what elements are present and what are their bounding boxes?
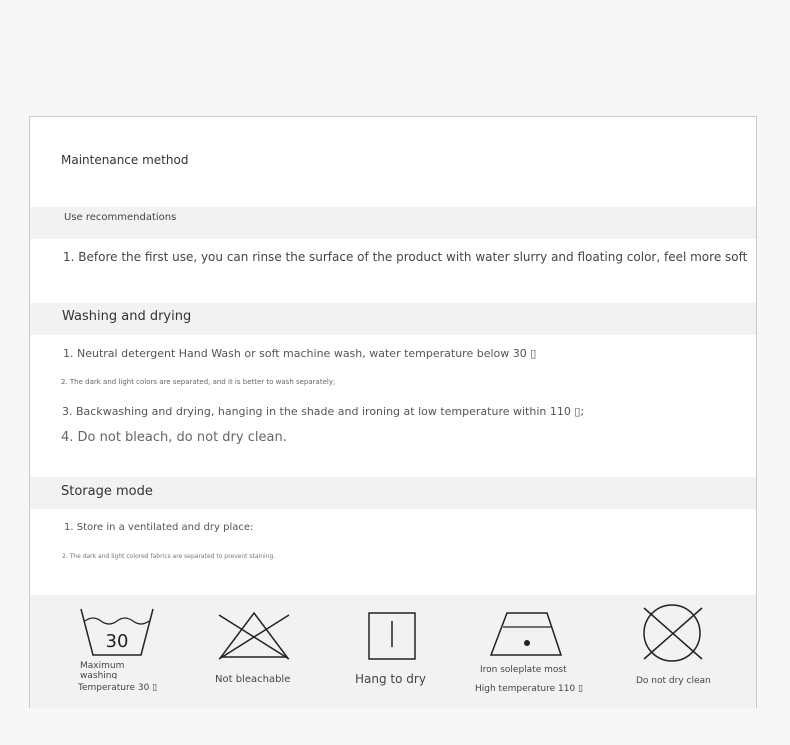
washing-title: Washing and drying: [62, 309, 192, 324]
no-dry-clean-icon: [642, 603, 704, 663]
no-bleach-icon: [217, 611, 291, 661]
maintenance-panel: [29, 116, 757, 708]
hang-dry-icon: [367, 611, 417, 661]
care-icons-band: [30, 595, 756, 708]
wash-label-line2: washing: [80, 671, 118, 679]
wash-temperature-number: 30: [105, 631, 129, 652]
wash-30-icon: [79, 607, 157, 659]
storage-title: Storage mode: [61, 484, 153, 499]
wash-label-line1: Maximum: [80, 661, 125, 671]
hang-dry-label: Hang to dry: [355, 672, 426, 686]
page-title: Maintenance method: [61, 153, 189, 167]
no-dry-clean-label: Do not dry clean: [636, 676, 711, 686]
no-bleach-label: Not bleachable: [215, 674, 291, 685]
storage-item-2: 2. The dark and light colored fabrics are separated to prevent staining.: [62, 553, 276, 560]
wash-label-line3: Temperature 30 ▯: [78, 683, 158, 693]
washing-item-2: 2. The dark and light colors are separated, and it is better to wash separately;: [61, 378, 336, 386]
use-recommendations-label: Use recommendations: [64, 212, 177, 223]
iron-label-line2: High temperature 110 ▯: [475, 684, 583, 694]
iron-icon: [489, 611, 563, 657]
iron-label-line1: Iron soleplate most: [480, 665, 567, 675]
washing-item-3: 3. Backwashing and drying, hanging in the shade and ironing at low temperature within 110 ▯;: [62, 405, 585, 418]
use-item-1: 1. Before the first use, you can rinse the surface of the product with water slurry and floating color, feel more soft: [63, 250, 748, 264]
storage-item-1: 1. Store in a ventilated and dry place:: [64, 522, 254, 533]
washing-item-1: 1. Neutral detergent Hand Wash or soft machine wash, water temperature below 30 ▯: [63, 347, 537, 360]
washing-item-4: 4. Do not bleach, do not dry clean.: [61, 430, 287, 445]
